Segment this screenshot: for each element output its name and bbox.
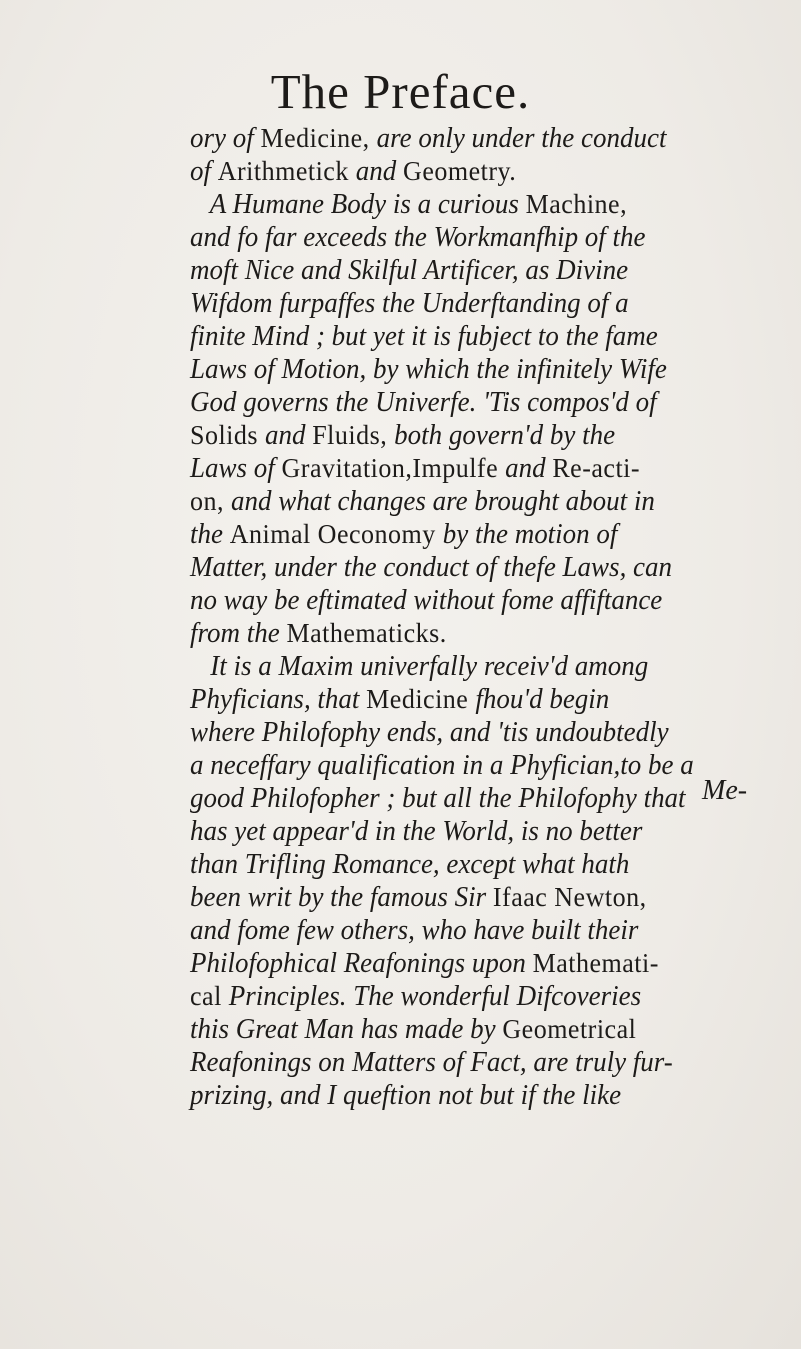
text-line [190, 155, 780, 188]
italic-run: prizing, and I queftion not but if the like [190, 1080, 622, 1111]
text-line [190, 320, 780, 353]
roman-run: on, [190, 486, 231, 516]
italic-run: Philofophical Reafonings upon [190, 948, 533, 979]
roman-run: Mathematicks. [286, 618, 447, 648]
italic-run: of [232, 123, 261, 154]
text-line [190, 1046, 780, 1079]
text-line [190, 1079, 780, 1112]
text-line [190, 452, 780, 485]
italic-run: Laws of [190, 453, 282, 484]
text-line [190, 716, 780, 749]
roman-run: Geometrical [502, 1014, 637, 1044]
roman-run: Gravitation,Impulfe [281, 453, 506, 483]
text-line [190, 881, 780, 914]
text-line [190, 914, 780, 947]
italic-run: Wifdom furpaffes the Underftanding of a [190, 288, 629, 319]
italic-run: Matter, under the conduct of thefe Laws, can [190, 552, 673, 583]
text-line [190, 683, 780, 716]
italic-run: and fome few others, who have built their [190, 915, 639, 946]
roman-run: Animal Oeconomy [229, 519, 443, 549]
italic-run: good Philofopher ; but all the Philofophy that [190, 783, 686, 814]
text-line [190, 848, 780, 881]
italic-run: from the [190, 618, 287, 649]
text-line [190, 485, 780, 518]
roman-run: Geometry. [403, 156, 517, 186]
italic-run: of [190, 156, 218, 187]
running-head: The Preface. [270, 64, 531, 119]
italic-run: and [264, 420, 313, 451]
roman-run: Mathemati- [532, 948, 659, 978]
italic-run: Reafonings on Matters of Fact, are truly fur- [190, 1047, 673, 1078]
italic-run: Laws of Motion, by which the infinitely Wife [190, 354, 667, 385]
italic-run: finite Mind ; but yet it is fubject to the fame [190, 321, 658, 352]
text-line [190, 980, 780, 1013]
italic-run: A Humane Body is a curious [190, 189, 526, 220]
roman-run: Arithmetick [217, 156, 356, 186]
italic-run: than Trifling Romance, except what hath [190, 849, 630, 880]
text-line [190, 650, 780, 683]
text-line [190, 947, 780, 980]
roman-run: Fluids, [312, 420, 395, 450]
text-line [190, 815, 780, 848]
italic-run: Principles. The wonderful Difcoveries [228, 981, 642, 1012]
text-line [190, 419, 780, 452]
italic-run: both govern'd by the [394, 420, 616, 451]
italic-run: been writ by the famous Sir [190, 882, 493, 913]
roman-run: cal [190, 981, 229, 1011]
roman-run: Ifaac Newton, [492, 882, 647, 912]
text-line [190, 188, 780, 221]
italic-run: the [190, 519, 230, 550]
italic-run: fhou'd begin [475, 684, 610, 715]
text-line [190, 551, 780, 584]
italic-run: this Great Man has made by [190, 1014, 503, 1045]
italic-run: God governs the Univerfe. 'Tis compos'd of [190, 387, 657, 418]
italic-run: Phyficians, that [190, 684, 367, 715]
roman-run: Solids [190, 420, 265, 450]
text-line [190, 254, 780, 287]
text-line [190, 749, 780, 782]
italic-run: and [505, 453, 553, 484]
text-line [190, 782, 780, 815]
italic-run: It is a Maxim univerfally receiv'd among [190, 651, 649, 682]
roman-run: Medicine, [260, 123, 377, 153]
italic-run: and what changes are brought about in [230, 486, 655, 517]
roman-run: Re-acti- [552, 453, 641, 483]
italic-run: by the motion of [442, 519, 618, 550]
text-line [190, 287, 780, 320]
italic-run: no way be eftimated without fome affiftance [190, 585, 663, 616]
italic-run: where Philofophy ends, and 'tis undoubtedly [190, 717, 669, 748]
text-line [190, 617, 780, 650]
italic-run: ory [190, 123, 233, 154]
text-line [190, 122, 780, 155]
italic-run: a neceffary qualification in a Phyfician,to be a [190, 750, 694, 781]
italic-run: has yet appear'd in the World, is no better [190, 816, 643, 847]
roman-run: Machine, [525, 189, 628, 219]
catchword: Me- [702, 775, 748, 806]
text-line [190, 221, 780, 254]
roman-run: Medicine [366, 684, 476, 714]
text-line [190, 584, 780, 617]
text-line [190, 353, 780, 386]
text-line [190, 518, 780, 551]
text-line [190, 1013, 780, 1046]
italic-run: and [355, 156, 404, 187]
italic-run: and fo far exceeds the Workmanfhip of the [190, 222, 646, 253]
italic-run: are only under the conduct [376, 123, 667, 154]
text-line [190, 386, 780, 419]
italic-run: moft Nice and Skilful Artificer, as Divine [190, 255, 629, 286]
body-text [190, 122, 801, 1112]
